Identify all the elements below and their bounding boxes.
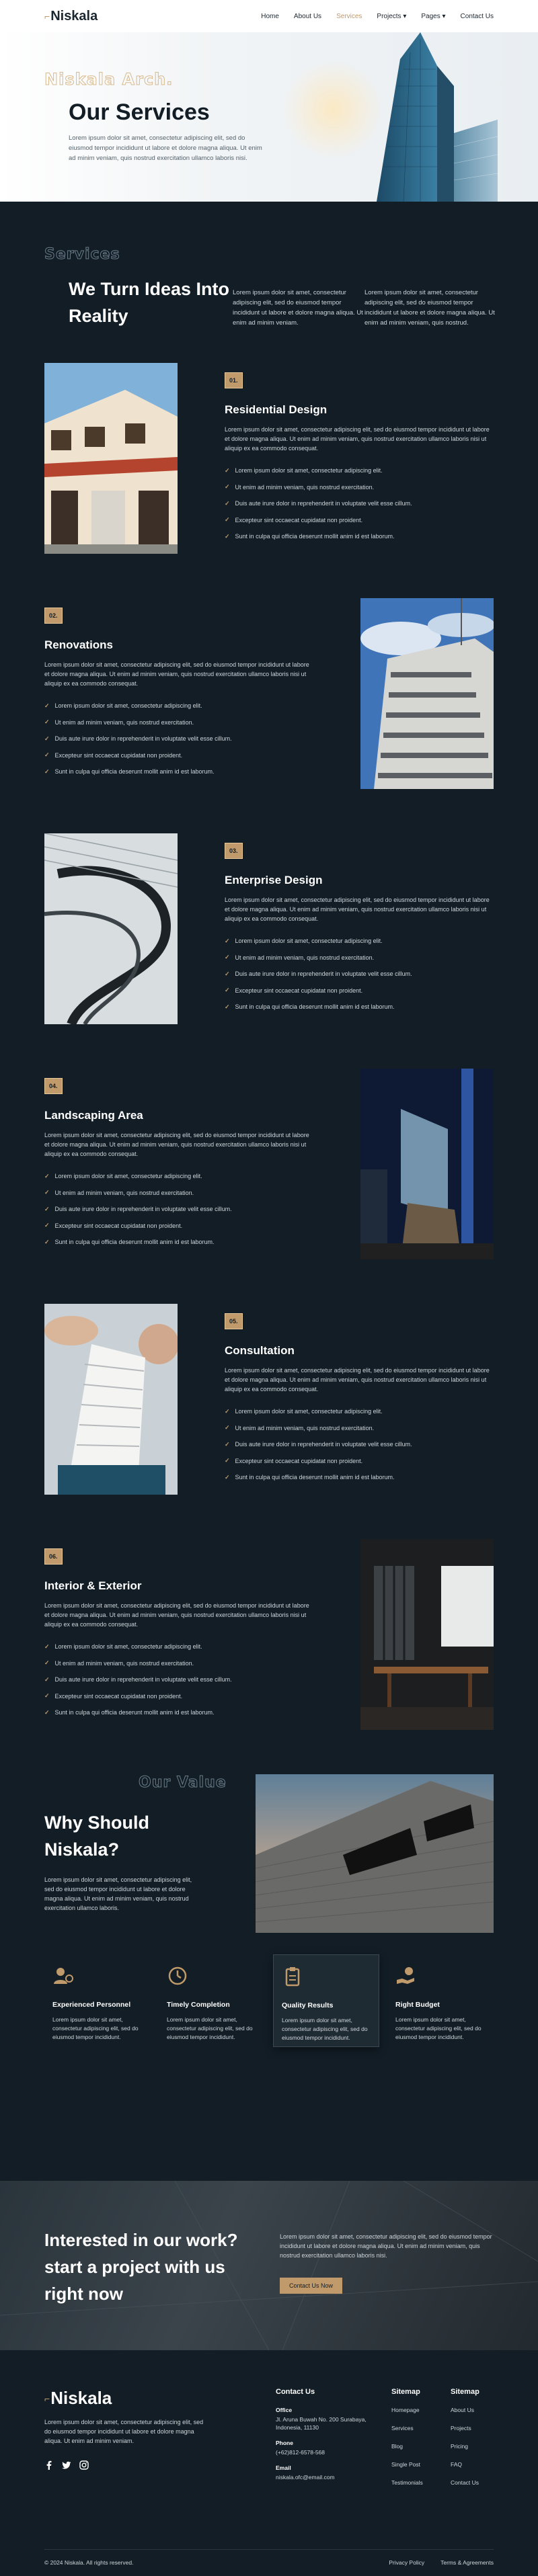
user-gear-icon <box>52 1965 74 1987</box>
check-icon: ✓ <box>44 735 50 742</box>
footer-link-homepage[interactable]: Homepage <box>391 2407 420 2413</box>
service-consultation <box>0 1304 538 1539</box>
footer-link-projects[interactable]: Projects <box>451 2425 471 2432</box>
service-number-badge: 01. <box>225 372 243 388</box>
footer-link-pricing[interactable]: Pricing <box>451 2443 468 2450</box>
check-icon: ✓ <box>225 516 230 524</box>
list-item <box>225 1420 494 1437</box>
list-item <box>225 495 494 512</box>
list-item-text: Ut enim ad minim veniam, quis nostrud exercitation. <box>54 718 194 726</box>
footer-sitemap-title: Sitemap <box>451 2388 479 2396</box>
service-number-badge: 05. <box>225 1313 243 1329</box>
list-item <box>44 747 313 764</box>
construction-building-image <box>360 598 494 789</box>
nav-item-pages[interactable] <box>421 13 445 20</box>
footer-link-services[interactable]: Services <box>391 2425 414 2432</box>
list-item-text: Ut enim ad minim veniam, quis nostrud exercitation. <box>235 483 375 491</box>
intro-text-2: Lorem ipsum dolor sit amet, consectetur adipiscing elit, sed do eiusmod tempor incididunt ut labore et dolore magna aliqua. Ut enim ad minim veniam, quis nostrud. <box>364 289 495 327</box>
list-item <box>44 1671 313 1688</box>
check-icon: ✓ <box>44 1643 50 1650</box>
check-icon: ✓ <box>225 532 230 540</box>
list-item <box>225 512 494 529</box>
intro-section <box>0 202 538 363</box>
service-description: Lorem ipsum dolor sit amet, consectetur adipiscing elit, sed do eiusmod tempor incididunt ut labore et dolore magna aliqua. Ut enim ad minim veniam, quis nostrud exercitation ullamco laboris nisi ut aliquip ex ea commodo consequat. <box>44 661 309 687</box>
footer <box>0 2350 538 2576</box>
clock-icon <box>167 1965 188 1987</box>
office-value: Jl. Aruna Buwah No. 200 Surabaya, Indonesia, 11130 <box>276 2416 367 2431</box>
list-item-text: Excepteur sint occaecat cupidatat non proident. <box>54 1222 183 1229</box>
top-nav <box>0 0 538 32</box>
footer-bottom-bar <box>44 2549 494 2566</box>
footer-sitemap-title: Sitemap <box>391 2388 420 2396</box>
list-item <box>44 763 313 780</box>
list-item-text: Ut enim ad minim veniam, quis nostrud exercitation. <box>235 954 375 961</box>
terms-link[interactable]: Terms & Agreements <box>440 2559 494 2566</box>
check-icon: ✓ <box>44 1692 50 1700</box>
list-item <box>44 731 313 747</box>
contact-us-now-button[interactable]: Contact Us Now <box>280 2278 342 2294</box>
service-description: Lorem ipsum dolor sit amet, consectetur adipiscing elit, sed do eiusmod tempor incididunt ut labore et dolore magna aliqua. Ut enim ad minim veniam, quis nostrud exercitation ullamco laboris nisi ut aliquip ex ea commodo consequat. <box>225 1367 490 1393</box>
list-item <box>225 999 494 1015</box>
check-icon: ✓ <box>44 1238 50 1245</box>
list-item-text: Excepteur sint occaecat cupidatat non proident. <box>235 516 363 524</box>
check-icon: ✓ <box>225 937 230 944</box>
why-eyebrow: Our Value <box>139 1774 227 1791</box>
skyscraper-image <box>336 32 511 202</box>
logo-text: Niskala <box>50 2388 112 2408</box>
service-number-badge: 06. <box>44 1548 63 1565</box>
list-item-text: Excepteur sint occaecat cupidatat non proident. <box>54 751 183 759</box>
list-item <box>44 1688 313 1705</box>
hero-text: Lorem ipsum dolor sit amet, consectetur adipiscing elit, sed do eiusmod tempor incididunt ut labore et dolore magna aliqua. Ut enim ad minim veniam, quis nostrud exercitation ullamco laboris nisi. <box>69 134 262 162</box>
check-icon: ✓ <box>225 1473 230 1481</box>
list-item <box>225 1436 494 1453</box>
cta-text: Lorem ipsum dolor sit amet, consectetur adipiscing elit, sed do eiusmod tempor incididunt ut labore et dolore magna aliqua. Ut enim ad minim veniam, quis nostrud exercitation ullamco laboris nisi. <box>280 2233 492 2259</box>
feature-title: Quality Results <box>282 2001 334 2009</box>
office-label: Office <box>276 2407 293 2413</box>
service-number-badge: 03. <box>225 843 243 859</box>
hero-eyebrow: Niskala Arch. <box>44 70 174 89</box>
service-checklist <box>44 1638 313 1721</box>
brick-building-image <box>256 1774 494 1933</box>
facebook-icon[interactable] <box>44 2460 54 2470</box>
email-label: Email <box>276 2464 291 2471</box>
list-item <box>44 698 313 714</box>
list-item <box>44 1185 313 1202</box>
model-building-image <box>44 1304 178 1495</box>
footer-sitemap-column-2 <box>451 2388 479 2497</box>
clipboard-icon <box>282 1966 303 1987</box>
list-item <box>225 983 494 999</box>
list-item-text: Sunt in culpa qui officia deserunt mollit anim id est laborum. <box>235 1474 395 1481</box>
service-checklist <box>44 1168 313 1251</box>
check-icon: ✓ <box>44 1659 50 1667</box>
logo-mark-icon: ⌐ <box>44 11 50 22</box>
nav-item-pages-label: Pages <box>421 12 440 20</box>
nav-item-home[interactable]: Home <box>261 12 279 20</box>
spiral-staircase-image <box>44 833 178 1024</box>
footer-about: Lorem ipsum dolor sit amet, consectetur adipiscing elit, sed do eiusmod tempor incididunt ut labore et dolore magna aliqua. Ut enim ad minim veniam. <box>44 2419 204 2444</box>
feature-title: Experienced Personnel <box>52 2001 131 2009</box>
feature-text: Lorem ipsum dolor sit amet, consectetur adipiscing elit, sed do eiusmod tempor incididunt. <box>167 2016 253 2040</box>
house-image <box>44 363 178 554</box>
list-item <box>225 933 494 950</box>
why-section <box>0 1774 538 2181</box>
why-title: Why Should Niskala? <box>44 1813 149 1860</box>
list-item-text: Lorem ipsum dolor sit amet, consectetur adipiscing elit. <box>235 1408 383 1415</box>
social-links <box>44 2460 89 2470</box>
phone-label: Phone <box>276 2440 293 2446</box>
check-icon: ✓ <box>225 483 230 491</box>
intro-eyebrow: Services <box>44 246 120 263</box>
service-checklist <box>44 698 313 780</box>
service-checklist <box>225 933 494 1015</box>
check-icon: ✓ <box>44 1205 50 1212</box>
list-item-text: Ut enim ad minim veniam, quis nostrud exercitation. <box>54 1189 194 1196</box>
check-icon: ✓ <box>225 1457 230 1464</box>
check-icon: ✓ <box>225 466 230 474</box>
list-item <box>44 1234 313 1251</box>
footer-link-faq[interactable]: FAQ <box>451 2461 463 2468</box>
check-icon: ✓ <box>225 1003 230 1010</box>
footer-link-testimonials[interactable]: Testimonials <box>391 2479 423 2486</box>
features-row <box>44 1954 494 2047</box>
copyright-text: © 2024 Niskala. All rights reserved. <box>44 2559 134 2566</box>
list-item-text: Lorem ipsum dolor sit amet, consectetur adipiscing elit. <box>54 702 202 710</box>
service-text <box>225 372 494 545</box>
instagram-icon[interactable] <box>79 2460 89 2470</box>
feature-text: Lorem ipsum dolor sit amet, consectetur adipiscing elit, sed do eiusmod tempor incididunt. <box>282 2017 368 2041</box>
twitter-icon[interactable] <box>62 2460 71 2470</box>
service-text <box>44 608 313 780</box>
list-item <box>44 1704 313 1721</box>
list-item-text: Duis aute irure dolor in reprehenderit in voluptate velit esse cillum. <box>235 970 412 978</box>
service-renovations <box>0 598 538 833</box>
list-item <box>44 1168 313 1185</box>
footer-contact-column <box>276 2388 370 2489</box>
feature-title: Timely Completion <box>167 2001 230 2009</box>
nav-item-contact[interactable]: Contact Us <box>460 12 494 20</box>
check-icon: ✓ <box>44 1172 50 1179</box>
check-icon: ✓ <box>225 1407 230 1415</box>
check-icon: ✓ <box>44 718 50 726</box>
glass-sculpture-image <box>360 1069 494 1259</box>
list-item-text: Duis aute irure dolor in reprehenderit in voluptate velit esse cillum. <box>54 1676 232 1684</box>
footer-link-single-post[interactable]: Single Post <box>391 2461 420 2468</box>
list-item <box>225 462 494 479</box>
list-item-text: Sunt in culpa qui officia deserunt mollit anim id est laborum. <box>235 1003 395 1011</box>
list-item-text: Lorem ipsum dolor sit amet, consectetur adipiscing elit. <box>54 1643 202 1651</box>
check-icon: ✓ <box>225 954 230 961</box>
logo-text: Niskala <box>50 8 98 24</box>
list-item <box>225 966 494 983</box>
list-item <box>225 528 494 545</box>
footer-contact-title: Contact Us <box>276 2388 315 2396</box>
list-item <box>44 714 313 731</box>
check-icon: ✓ <box>225 499 230 507</box>
service-text <box>225 1313 494 1486</box>
privacy-policy-link[interactable]: Privacy Policy <box>389 2559 425 2566</box>
service-title: Consultation <box>225 1344 295 1357</box>
service-number-badge: 02. <box>44 608 63 624</box>
list-item <box>44 1638 313 1655</box>
check-icon: ✓ <box>225 1440 230 1448</box>
intro-title: We Turn Ideas Into Reality <box>69 279 230 326</box>
check-icon: ✓ <box>44 1222 50 1229</box>
feature-card <box>44 1954 151 2047</box>
feature-text: Lorem ipsum dolor sit amet, consectetur adipiscing elit, sed do eiusmod tempor incididunt. <box>395 2016 482 2040</box>
interior-room-image <box>360 1539 494 1730</box>
footer-link-contact-us[interactable]: Contact Us <box>451 2479 479 2486</box>
service-text <box>44 1548 313 1721</box>
list-item <box>225 1469 494 1486</box>
list-item-text: Lorem ipsum dolor sit amet, consectetur adipiscing elit. <box>54 1173 202 1180</box>
nav-item-projects-label: Projects <box>377 12 401 20</box>
feature-card-highlighted <box>273 1954 379 2047</box>
check-icon: ✓ <box>44 1675 50 1683</box>
list-item <box>225 1453 494 1470</box>
feature-card <box>159 1954 265 2047</box>
cta-title: Interested in our work? start a project with us right now <box>44 2230 238 2304</box>
list-item <box>225 479 494 496</box>
service-landscaping <box>0 1069 538 1304</box>
logo-mark-icon: ⌐ <box>44 2393 50 2404</box>
list-item-text: Sunt in culpa qui officia deserunt mollit anim id est laborum. <box>235 533 395 540</box>
logo[interactable] <box>44 9 98 24</box>
feature-card <box>387 1954 494 2047</box>
list-item <box>44 1218 313 1235</box>
service-description: Lorem ipsum dolor sit amet, consectetur adipiscing elit, sed do eiusmod tempor incididunt ut labore et dolore magna aliqua. Ut enim ad minim veniam, quis nostrud exercitation ullamco laboris nisi ut aliquip ex ea commodo consequat. <box>225 897 490 922</box>
chevron-down-icon: ▾ <box>442 12 446 20</box>
list-item-text: Duis aute irure dolor in reprehenderit in voluptate velit esse cillum. <box>235 1441 412 1448</box>
service-description: Lorem ipsum dolor sit amet, consectetur adipiscing elit, sed do eiusmod tempor incididunt ut labore et dolore magna aliqua. Ut enim ad minim veniam, quis nostrud exercitation ullamco laboris nisi ut aliquip ex ea commodo consequat. <box>225 426 490 452</box>
service-text <box>44 1078 313 1251</box>
service-title: Interior & Exterior <box>44 1579 142 1592</box>
feature-title: Right Budget <box>395 2001 440 2009</box>
list-item <box>44 1655 313 1672</box>
service-title: Residential Design <box>225 403 328 416</box>
service-interior-exterior <box>0 1539 538 1774</box>
list-item-text: Sunt in culpa qui officia deserunt mollit anim id est laborum. <box>54 1709 215 1716</box>
check-icon: ✓ <box>225 970 230 977</box>
nav-item-services[interactable]: Services <box>336 12 362 20</box>
email-value[interactable]: niskala.ofc@email.com <box>276 2474 335 2481</box>
list-item-text: Ut enim ad minim veniam, quis nostrud exercitation. <box>54 1659 194 1667</box>
list-item <box>44 1201 313 1218</box>
phone-value[interactable]: (+62)812-6578-568 <box>276 2449 325 2456</box>
footer-link-blog[interactable]: Blog <box>391 2443 404 2450</box>
nav-links <box>261 13 494 20</box>
list-item-text: Sunt in culpa qui officia deserunt mollit anim id est laborum. <box>54 1239 215 1246</box>
footer-logo[interactable] <box>44 2388 112 2409</box>
service-title: Enterprise Design <box>225 874 323 886</box>
check-icon: ✓ <box>225 1424 230 1431</box>
check-icon: ✓ <box>225 987 230 994</box>
service-checklist <box>225 462 494 545</box>
cta-section <box>0 2181 538 2350</box>
service-checklist <box>225 1403 494 1486</box>
service-residential <box>0 363 538 598</box>
feature-text: Lorem ipsum dolor sit amet, consectetur adipiscing elit, sed do eiusmod tempor incididunt. <box>52 2016 139 2040</box>
footer-sitemap-column-1 <box>391 2388 423 2497</box>
service-description: Lorem ipsum dolor sit amet, consectetur adipiscing elit, sed do eiusmod tempor incididunt ut labore et dolore magna aliqua. Ut enim ad minim veniam, quis nostrud exercitation ullamco laboris nisi ut aliquip ex ea commodo consequat. <box>44 1132 309 1157</box>
list-item-text: Duis aute irure dolor in reprehenderit in voluptate velit esse cillum. <box>54 735 232 743</box>
chevron-down-icon: ▾ <box>403 12 407 20</box>
page-title: Our Services <box>69 99 210 125</box>
list-item-text: Sunt in culpa qui officia deserunt mollit anim id est laborum. <box>54 768 215 776</box>
list-item-text: Lorem ipsum dolor sit amet, consectetur adipiscing elit. <box>235 938 383 945</box>
check-icon: ✓ <box>44 702 50 709</box>
legal-links <box>389 2559 494 2566</box>
check-icon: ✓ <box>44 1189 50 1196</box>
list-item-text: Excepteur sint occaecat cupidatat non proident. <box>54 1692 183 1700</box>
footer-link-about-us[interactable]: About Us <box>451 2407 474 2413</box>
check-icon: ✓ <box>44 751 50 759</box>
check-icon: ✓ <box>44 767 50 775</box>
intro-text-1: Lorem ipsum dolor sit amet, consectetur adipiscing elit, sed do eiusmod tempor incididunt ut labore et dolore magna aliqua. Ut enim ad minim veniam. <box>233 289 363 327</box>
hero <box>0 32 538 202</box>
service-title: Landscaping Area <box>44 1109 143 1122</box>
service-number-badge: 04. <box>44 1078 63 1094</box>
nav-item-projects[interactable] <box>377 13 406 20</box>
list-item <box>225 950 494 966</box>
nav-item-about[interactable]: About Us <box>293 12 322 20</box>
list-item-text: Ut enim ad minim veniam, quis nostrud exercitation. <box>235 1424 375 1431</box>
list-item-text: Lorem ipsum dolor sit amet, consectetur adipiscing elit. <box>235 467 383 474</box>
service-enterprise <box>0 833 538 1069</box>
list-item-text: Excepteur sint occaecat cupidatat non proident. <box>235 987 363 994</box>
service-text <box>225 843 494 1015</box>
why-text: Lorem ipsum dolor sit amet, consectetur adipiscing elit, sed do eiusmod tempor incididunt ut labore et dolore magna aliqua. Ut enim ad minim veniam, quis nostrud exercitation ullamco laboris. <box>44 1876 192 1911</box>
service-description: Lorem ipsum dolor sit amet, consectetur adipiscing elit, sed do eiusmod tempor incididunt ut labore et dolore magna aliqua. Ut enim ad minim veniam, quis nostrud exercitation ullamco laboris nisi ut aliquip ex ea commodo consequat. <box>44 1602 309 1628</box>
hand-coin-icon <box>395 1965 417 1987</box>
list-item-text: Duis aute irure dolor in reprehenderit in voluptate velit esse cillum. <box>235 500 412 507</box>
service-title: Renovations <box>44 638 114 651</box>
list-item-text: Duis aute irure dolor in reprehenderit in voluptate velit esse cillum. <box>54 1206 232 1213</box>
list-item-text: Excepteur sint occaecat cupidatat non proident. <box>235 1457 363 1464</box>
list-item <box>225 1403 494 1420</box>
check-icon: ✓ <box>44 1708 50 1716</box>
